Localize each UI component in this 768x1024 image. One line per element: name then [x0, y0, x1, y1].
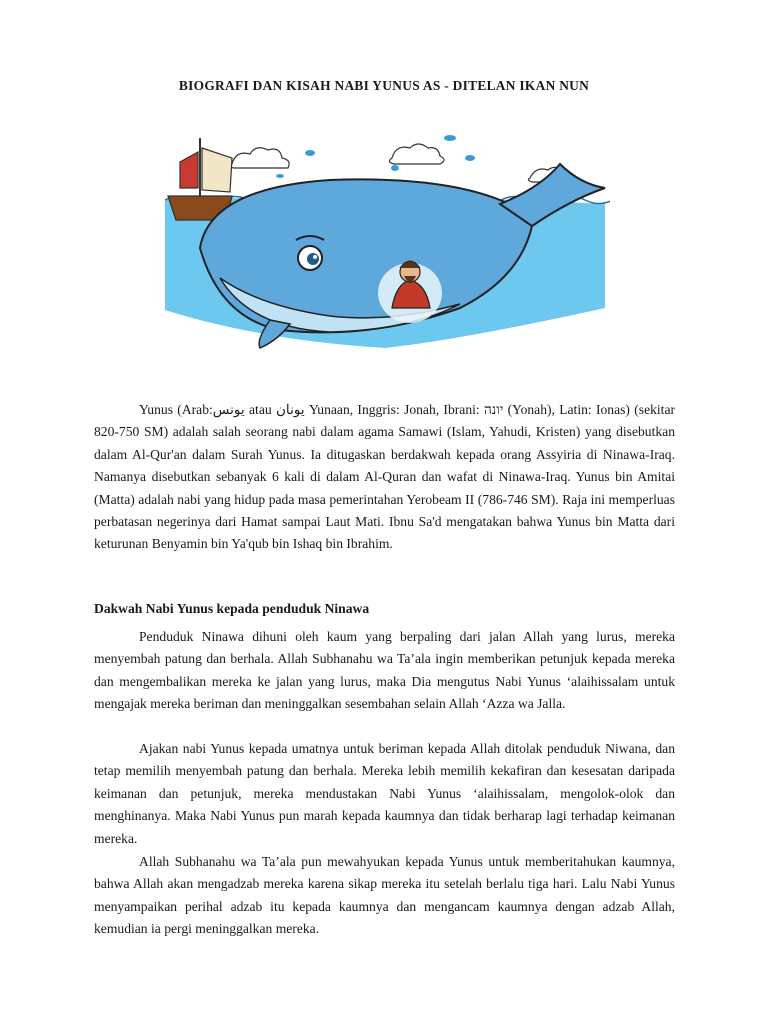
whale-illustration — [160, 108, 610, 370]
paragraph-2: Penduduk Ninawa dihuni oleh kaum yang berpaling dari jalan Allah yang lurus, mereka menyembah patung dan berhala. Allah Subhanahu wa Ta’ala ingin memberikan petunjuk kepada mereka dan mengembalikan mereka ke jalan yang lurus, maka Dia mengutus Nabi Yunus ‘alaihissalam untuk mengajak mereka beriman dan meninggalkan sesembahan selain Allah ‘Azza wa Jalla. — [94, 629, 675, 712]
spray-drops — [276, 135, 475, 178]
ship-icon — [168, 138, 232, 220]
paragraph-4: Allah Subhanahu wa Ta’ala pun mewahyukan kepada Yunus untuk memberitahukan kaumnya, bahwa Allah akan mengadzab mereka karena sikap mereka itu setelah berlalu tiga hari. Lalu Nabi Yunus menyampaikan perihal adzab itu kepada kaumnya dan mengancam kaumnya dengan adzab Allah, kemudian ia pergi meninggalkan mereka. — [94, 854, 675, 937]
paragraph-3: Ajakan nabi Yunus kepada umatnya untuk beriman kepada Allah ditolak penduduk Niwana, dan tetap memilih menyembah patung dan berhala. Mereka lebih memilih kekafiran dan kesesatan daripada keimanan dan petunjuk, mereka mendustakan Nabi Yunus ‘alaihissalam, mengolok-olok dan menghinanya. Maka Nabi Yunus pun marah kepada kaumnya dan tidak berharap lagi terhadap keimanan mereka. — [94, 741, 675, 846]
paragraph-intro: Yunus (Arab:يونس atau يونان Yunaan, Inggris: Jonah, Ibrani: יונה (Yonah), Latin: Ionas) (sekitar 820-750 SM) adalah salah seorang nabi dalam agama Samawi (Islam, Yahudi, Kristen) yang disebutkan dalam Al-Qur'an dalam Surah Yunus. Ia ditugaskan berdakwah kepada orang Assyiria di Ninawa-Iraq. Namanya disebutkan sebanyak 6 kali di dalam Al-Quran dan wafat di Ninawa-Iraq. Yunus bin Amitai (Matta) adalah nabi yang hidup pada masa pemerintahan Yerobeam II (786-746 SM). Raja ini memperluas perbatasan negerinya dari Hamat sampai Laut Mati. Ibnu Sa'd mengatakan bahwa Yunus bin Matta dari keturunan Benyamin bin Ya'qub bin Ishaq bin Ibrahim. — [94, 402, 676, 552]
document-title: BIOGRAFI DAN KISAH NABI YUNUS AS - DITELAN IKAN NUN — [178, 78, 590, 93]
section-heading: Dakwah Nabi Yunus kepada penduduk Ninawa — [94, 601, 370, 616]
